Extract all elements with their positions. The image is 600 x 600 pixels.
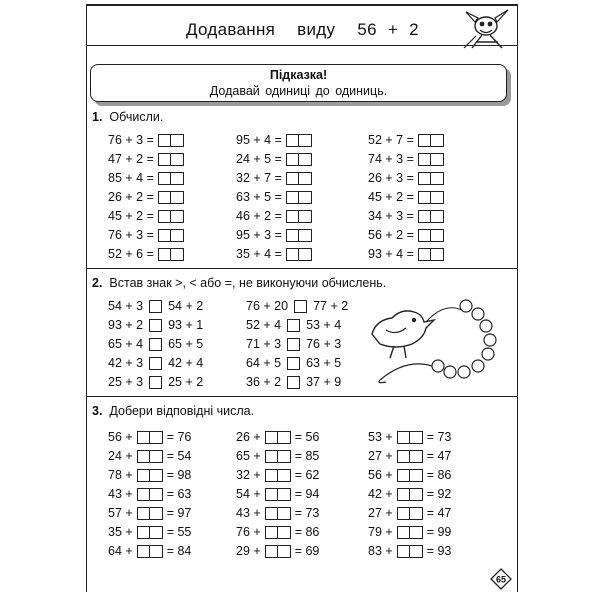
task-2-comparison xyxy=(108,375,203,389)
answer-box[interactable] xyxy=(418,210,431,223)
addend: 83 + xyxy=(368,544,393,558)
task-3-equation xyxy=(368,525,451,539)
task-2-comparison xyxy=(108,318,203,332)
task-3-equation xyxy=(108,430,191,444)
two-digit-answer-boxes xyxy=(286,153,312,166)
task-1-exercise xyxy=(108,133,184,147)
task-3-equation xyxy=(236,525,319,539)
answer-box[interactable] xyxy=(299,172,312,185)
sign-box[interactable] xyxy=(149,300,162,313)
two-digit-answer-boxes xyxy=(158,191,184,204)
answer-box[interactable] xyxy=(286,248,299,261)
addend: 57 + xyxy=(108,506,133,520)
sum: = 62 xyxy=(294,468,320,482)
sum: = 84 xyxy=(166,544,192,558)
answer-box[interactable] xyxy=(265,431,278,444)
two-digit-answer-boxes xyxy=(286,134,312,147)
right-expression: 25 + 2 xyxy=(168,375,204,389)
sum: = 93 xyxy=(426,544,452,558)
answer-box[interactable] xyxy=(278,488,291,501)
expression: 35 + 4 = xyxy=(236,247,282,261)
answer-box[interactable] xyxy=(158,248,171,261)
answer-box[interactable] xyxy=(286,172,299,185)
task-1-exercise xyxy=(368,171,444,185)
expression: 52 + 7 = xyxy=(368,133,414,147)
answer-box[interactable] xyxy=(171,210,184,223)
task-1-exercise xyxy=(236,209,312,223)
task-1-heading xyxy=(92,110,163,124)
two-digit-answer-boxes xyxy=(265,469,291,482)
answer-box[interactable] xyxy=(410,526,423,539)
answer-box[interactable] xyxy=(397,450,410,463)
expression: 24 + 5 = xyxy=(236,152,282,166)
expression: 95 + 3 = xyxy=(236,228,282,242)
left-expression: 64 + 5 xyxy=(246,356,282,370)
answer-box[interactable] xyxy=(418,153,431,166)
expression: 47 + 2 = xyxy=(108,152,154,166)
task-3-number: 3. xyxy=(92,404,103,418)
two-digit-answer-boxes xyxy=(137,526,163,539)
two-digit-answer-boxes xyxy=(418,210,444,223)
sum: = 97 xyxy=(166,506,192,520)
addend: 65 + xyxy=(236,449,261,463)
task-1-exercise xyxy=(368,190,444,204)
left-expression: 52 + 4 xyxy=(246,318,282,332)
answer-box[interactable] xyxy=(265,526,278,539)
task-2-comparison xyxy=(108,299,203,313)
answer-box[interactable] xyxy=(150,450,163,463)
addend: 43 + xyxy=(236,506,261,520)
answer-box[interactable] xyxy=(286,229,299,242)
answer-box[interactable] xyxy=(431,172,444,185)
task-1-exercise xyxy=(108,171,184,185)
hint-text: Додавай одиниці до одиниць. xyxy=(209,84,388,98)
task-3-equation xyxy=(108,525,191,539)
expression: 76 + 3 = xyxy=(108,133,154,147)
two-digit-answer-boxes xyxy=(418,172,444,185)
task-3-equation xyxy=(236,430,319,444)
left-expression: 71 + 3 xyxy=(246,337,282,351)
task-3-equation xyxy=(368,544,451,558)
task-2-comparison xyxy=(108,356,203,370)
addend: 43 + xyxy=(108,487,133,501)
sum: = 73 xyxy=(294,506,320,520)
answer-box[interactable] xyxy=(397,526,410,539)
two-digit-answer-boxes xyxy=(265,526,291,539)
answer-box[interactable] xyxy=(278,545,291,558)
two-digit-answer-boxes xyxy=(158,153,184,166)
answer-box[interactable] xyxy=(410,507,423,520)
two-digit-answer-boxes xyxy=(286,229,312,242)
sum: = 86 xyxy=(294,525,320,539)
sign-box[interactable] xyxy=(287,357,300,370)
two-digit-answer-boxes xyxy=(286,191,312,204)
answer-box[interactable] xyxy=(150,469,163,482)
answer-box[interactable] xyxy=(278,450,291,463)
left-expression: 36 + 2 xyxy=(246,375,282,389)
right-expression: 42 + 4 xyxy=(168,356,204,370)
sign-box[interactable] xyxy=(287,338,300,351)
two-digit-answer-boxes xyxy=(265,545,291,558)
task-1-exercise xyxy=(108,247,184,261)
task-2-comparison xyxy=(246,337,341,351)
two-digit-answer-boxes xyxy=(158,210,184,223)
task-2-comparison xyxy=(246,356,341,370)
two-digit-answer-boxes xyxy=(137,469,163,482)
task-1-exercise xyxy=(108,209,184,223)
task-1-label: Обчисли. xyxy=(109,110,164,124)
answer-box[interactable] xyxy=(137,488,150,501)
answer-box[interactable] xyxy=(171,229,184,242)
left-expression: 93 + 2 xyxy=(108,318,144,332)
two-digit-answer-boxes xyxy=(137,431,163,444)
task-3-heading xyxy=(92,404,254,418)
two-digit-answer-boxes xyxy=(265,450,291,463)
answer-box[interactable] xyxy=(397,545,410,558)
answer-box[interactable] xyxy=(299,229,312,242)
task-2-comparison xyxy=(108,337,203,351)
sum: = 73 xyxy=(426,430,452,444)
answer-box[interactable] xyxy=(137,526,150,539)
expression: 26 + 2 = xyxy=(108,190,154,204)
answer-box[interactable] xyxy=(171,248,184,261)
task-1-number: 1. xyxy=(92,110,103,124)
sum: = 54 xyxy=(166,449,192,463)
two-digit-answer-boxes xyxy=(397,469,423,482)
addend: 26 + xyxy=(236,430,261,444)
sum: = 55 xyxy=(166,525,192,539)
expression: 56 + 2 = xyxy=(368,228,414,242)
addend: 53 + xyxy=(368,430,393,444)
task-1-exercise xyxy=(368,247,444,261)
left-expression: 65 + 4 xyxy=(108,337,144,351)
sign-box[interactable] xyxy=(149,376,162,389)
answer-box[interactable] xyxy=(410,450,423,463)
sign-box[interactable] xyxy=(287,376,300,389)
left-expression: 76 + 20 xyxy=(246,299,289,313)
task-3-equation xyxy=(108,468,191,482)
answer-box[interactable] xyxy=(299,134,312,147)
answer-box[interactable] xyxy=(299,153,312,166)
task-3-equation xyxy=(108,544,191,558)
expression: 46 + 2 = xyxy=(236,209,282,223)
addend: 64 + xyxy=(108,544,133,558)
task-1-exercise xyxy=(368,228,444,242)
sum: = 99 xyxy=(426,525,452,539)
addend: 27 + xyxy=(368,449,393,463)
expression: 93 + 4 = xyxy=(368,247,414,261)
right-expression: 76 + 3 xyxy=(306,337,342,351)
answer-box[interactable] xyxy=(265,469,278,482)
task-1-exercise xyxy=(108,152,184,166)
answer-box[interactable] xyxy=(410,431,423,444)
answer-box[interactable] xyxy=(418,248,431,261)
answer-box[interactable] xyxy=(410,488,423,501)
answer-box[interactable] xyxy=(171,134,184,147)
two-digit-answer-boxes xyxy=(397,545,423,558)
two-digit-answer-boxes xyxy=(418,248,444,261)
two-digit-answer-boxes xyxy=(286,248,312,261)
task-1-exercise xyxy=(236,247,312,261)
answer-box[interactable] xyxy=(171,172,184,185)
addend: 54 + xyxy=(236,487,261,501)
answer-box[interactable] xyxy=(265,488,278,501)
answer-box[interactable] xyxy=(158,172,171,185)
answer-box[interactable] xyxy=(431,248,444,261)
two-digit-answer-boxes xyxy=(137,545,163,558)
answer-box[interactable] xyxy=(150,431,163,444)
expression: 26 + 3 = xyxy=(368,171,414,185)
answer-box[interactable] xyxy=(158,191,171,204)
two-digit-answer-boxes xyxy=(137,450,163,463)
left-expression: 54 + 3 xyxy=(108,299,144,313)
sum: = 94 xyxy=(294,487,320,501)
task-1-exercise xyxy=(368,133,444,147)
task-1-exercise xyxy=(236,228,312,242)
answer-box[interactable] xyxy=(150,526,163,539)
addend: 35 + xyxy=(108,525,133,539)
addend: 27 + xyxy=(368,506,393,520)
answer-box[interactable] xyxy=(431,229,444,242)
right-expression: 93 + 1 xyxy=(168,318,204,332)
expression: 45 + 2 = xyxy=(368,190,414,204)
addend: 56 + xyxy=(368,468,393,482)
sum: = 76 xyxy=(166,430,192,444)
answer-box[interactable] xyxy=(418,191,431,204)
hint-box xyxy=(90,64,507,102)
answer-box[interactable] xyxy=(150,507,163,520)
cartoon-character-icon xyxy=(458,4,514,52)
addend: 78 + xyxy=(108,468,133,482)
right-expression: 37 + 9 xyxy=(306,375,342,389)
task-1-exercise xyxy=(236,171,312,185)
answer-box[interactable] xyxy=(410,545,423,558)
two-digit-answer-boxes xyxy=(158,229,184,242)
task-1-exercise xyxy=(236,152,312,166)
addend: 79 + xyxy=(368,525,393,539)
task-3-equation xyxy=(236,544,319,558)
page-number: 65 xyxy=(495,574,507,585)
answer-box[interactable] xyxy=(299,210,312,223)
expression: 74 + 3 = xyxy=(368,152,414,166)
task-3-equation xyxy=(108,487,191,501)
two-digit-answer-boxes xyxy=(418,134,444,147)
sum: = 86 xyxy=(426,468,452,482)
sign-box[interactable] xyxy=(149,338,162,351)
two-digit-answer-boxes xyxy=(397,526,423,539)
expression: 34 + 3 = xyxy=(368,209,414,223)
two-digit-answer-boxes xyxy=(286,172,312,185)
answer-box[interactable] xyxy=(397,507,410,520)
answer-box[interactable] xyxy=(171,191,184,204)
answer-box[interactable] xyxy=(278,526,291,539)
answer-box[interactable] xyxy=(397,431,410,444)
task-1-exercise xyxy=(236,133,312,147)
sum: = 63 xyxy=(166,487,192,501)
answer-box[interactable] xyxy=(150,545,163,558)
expression: 95 + 4 = xyxy=(236,133,282,147)
task-3-equation xyxy=(108,449,191,463)
right-expression: 53 + 4 xyxy=(306,318,342,332)
two-digit-answer-boxes xyxy=(418,191,444,204)
answer-box[interactable] xyxy=(158,229,171,242)
answer-box[interactable] xyxy=(158,134,171,147)
answer-box[interactable] xyxy=(150,488,163,501)
answer-box[interactable] xyxy=(265,507,278,520)
task-2-heading xyxy=(92,276,386,290)
right-expression: 63 + 5 xyxy=(306,356,342,370)
addend: 42 + xyxy=(368,487,393,501)
page-title: Додавання виду 56 + 2 xyxy=(186,20,419,39)
sum: = 56 xyxy=(294,430,320,444)
two-digit-answer-boxes xyxy=(397,450,423,463)
sign-box[interactable] xyxy=(149,319,162,332)
addend: 56 + xyxy=(108,430,133,444)
task-2-comparison xyxy=(246,318,341,332)
task-1-exercise xyxy=(236,190,312,204)
two-digit-answer-boxes xyxy=(158,172,184,185)
answer-box[interactable] xyxy=(286,210,299,223)
expression: 45 + 2 = xyxy=(108,209,154,223)
task-2-number: 2. xyxy=(92,276,103,290)
task-3-equation xyxy=(108,506,191,520)
sum: = 69 xyxy=(294,544,320,558)
two-digit-answer-boxes xyxy=(286,210,312,223)
expression: 63 + 5 = xyxy=(236,190,282,204)
section-divider-2 xyxy=(86,396,518,397)
answer-box[interactable] xyxy=(158,153,171,166)
answer-box[interactable] xyxy=(431,134,444,147)
right-expression: 65 + 5 xyxy=(168,337,204,351)
sum: = 47 xyxy=(426,449,452,463)
task-3-equation xyxy=(236,506,319,520)
task-3-label: Добери відповідні числа. xyxy=(109,404,255,418)
two-digit-answer-boxes xyxy=(418,229,444,242)
left-expression: 25 + 3 xyxy=(108,375,144,389)
sign-box[interactable] xyxy=(287,319,300,332)
task-1-exercise xyxy=(108,190,184,204)
answer-box[interactable] xyxy=(278,469,291,482)
answer-box[interactable] xyxy=(265,545,278,558)
two-digit-answer-boxes xyxy=(397,488,423,501)
task-2-label: Встав знак >, < або =, не виконуючи обчислень. xyxy=(109,276,387,290)
right-expression: 54 + 2 xyxy=(168,299,204,313)
sign-box[interactable] xyxy=(294,300,307,313)
section-divider-1 xyxy=(86,268,518,269)
answer-box[interactable] xyxy=(137,469,150,482)
addend: 24 + xyxy=(108,449,133,463)
right-expression: 77 + 2 xyxy=(313,299,349,313)
sum: = 85 xyxy=(294,449,320,463)
two-digit-answer-boxes xyxy=(137,507,163,520)
answer-box[interactable] xyxy=(171,153,184,166)
addend: 29 + xyxy=(236,544,261,558)
task-1-exercise xyxy=(108,228,184,242)
two-digit-answer-boxes xyxy=(265,507,291,520)
answer-box[interactable] xyxy=(278,507,291,520)
answer-box[interactable] xyxy=(431,191,444,204)
two-digit-answer-boxes xyxy=(418,153,444,166)
sign-box[interactable] xyxy=(149,357,162,370)
bird-with-beads-illustration xyxy=(366,292,516,390)
answer-box[interactable] xyxy=(397,469,410,482)
answer-box[interactable] xyxy=(158,210,171,223)
task-3-equation xyxy=(368,468,451,482)
task-2-comparison xyxy=(246,299,348,313)
answer-box[interactable] xyxy=(397,488,410,501)
answer-box[interactable] xyxy=(299,248,312,261)
answer-box[interactable] xyxy=(286,153,299,166)
answer-box[interactable] xyxy=(137,545,150,558)
answer-box[interactable] xyxy=(418,134,431,147)
two-digit-answer-boxes xyxy=(137,488,163,501)
task-3-equation xyxy=(236,487,319,501)
addend: 76 + xyxy=(236,525,261,539)
two-digit-answer-boxes xyxy=(158,248,184,261)
page-number-badge xyxy=(490,568,512,590)
answer-box[interactable] xyxy=(137,450,150,463)
task-3-equation xyxy=(236,449,319,463)
answer-box[interactable] xyxy=(278,431,291,444)
two-digit-answer-boxes xyxy=(397,431,423,444)
answer-box[interactable] xyxy=(286,191,299,204)
answer-box[interactable] xyxy=(431,210,444,223)
task-1-exercise xyxy=(368,209,444,223)
task-3-equation xyxy=(368,506,451,520)
answer-box[interactable] xyxy=(418,172,431,185)
answer-box[interactable] xyxy=(418,229,431,242)
sum: = 47 xyxy=(426,506,452,520)
two-digit-answer-boxes xyxy=(265,488,291,501)
two-digit-answer-boxes xyxy=(397,507,423,520)
answer-box[interactable] xyxy=(286,134,299,147)
left-expression: 42 + 3 xyxy=(108,356,144,370)
two-digit-answer-boxes xyxy=(265,431,291,444)
answer-box[interactable] xyxy=(299,191,312,204)
addend: 32 + xyxy=(236,468,261,482)
hint-title: Підказка! xyxy=(269,68,328,82)
expression: 85 + 4 = xyxy=(108,171,154,185)
task-3-equation xyxy=(368,487,451,501)
task-2-comparison xyxy=(246,375,341,389)
answer-box[interactable] xyxy=(410,469,423,482)
expression: 32 + 7 = xyxy=(236,171,282,185)
answer-box[interactable] xyxy=(137,507,150,520)
sum: = 92 xyxy=(426,487,452,501)
task-3-equation xyxy=(368,449,451,463)
task-3-equation xyxy=(368,430,451,444)
sum: = 98 xyxy=(166,468,192,482)
answer-box[interactable] xyxy=(137,431,150,444)
expression: 76 + 3 = xyxy=(108,228,154,242)
task-3-equation xyxy=(236,468,319,482)
task-1-exercise xyxy=(368,152,444,166)
answer-box[interactable] xyxy=(265,450,278,463)
expression: 52 + 6 = xyxy=(108,247,154,261)
answer-box[interactable] xyxy=(431,153,444,166)
two-digit-answer-boxes xyxy=(158,134,184,147)
